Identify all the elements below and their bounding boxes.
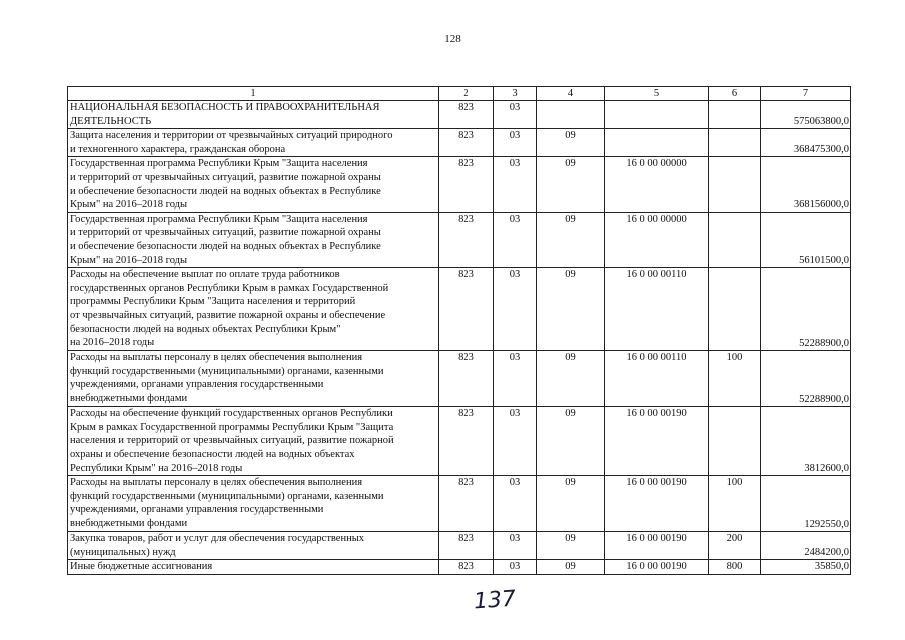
column-header-7: 7 (761, 87, 851, 101)
page-number: 128 (444, 33, 461, 45)
row-name: НАЦИОНАЛЬНАЯ БЕЗОПАСНОСТЬ И ПРАВООХРАНИТЕЛЬНАЯ ДЕЯТЕЛЬНОСТЬ (68, 101, 439, 129)
section-code: 03 (494, 157, 537, 212)
subsection-code: 09 (537, 268, 605, 351)
expense-type-code: 200 (709, 532, 761, 560)
ministry-code: 823 (439, 560, 494, 575)
column-header-1: 1 (68, 87, 439, 101)
column-header-4: 4 (537, 87, 605, 101)
amount: 2484200,0 (761, 532, 851, 560)
ministry-code: 823 (439, 157, 494, 212)
target-article-code: 16 0 00 00000 (605, 212, 709, 267)
subsection-code: 09 (537, 532, 605, 560)
table-row (68, 560, 851, 575)
ministry-code: 823 (439, 407, 494, 476)
amount: 52288900,0 (761, 268, 851, 351)
expense-type-code (709, 101, 761, 129)
table-row (68, 351, 851, 407)
subsection-code: 09 (537, 212, 605, 267)
column-header-5: 5 (605, 87, 709, 101)
target-article-code (605, 101, 709, 129)
target-article-code (605, 129, 709, 157)
ministry-code: 823 (439, 476, 494, 532)
table-row (68, 101, 851, 129)
target-article-code: 16 0 00 00110 (605, 268, 709, 351)
header-row (68, 87, 851, 101)
subsection-code: 09 (537, 351, 605, 407)
row-name: Защита населения и территории от чрезвычайных ситуаций природного и техногенного характера, гражданская оборона (68, 129, 439, 157)
column-header-3: 3 (494, 87, 537, 101)
ministry-code: 823 (439, 101, 494, 129)
table-row (68, 129, 851, 157)
expense-type-code: 800 (709, 560, 761, 575)
amount: 3812600,0 (761, 407, 851, 476)
amount: 56101500,0 (761, 212, 851, 267)
section-code: 03 (494, 268, 537, 351)
expense-type-code (709, 268, 761, 351)
section-code: 03 (494, 101, 537, 129)
row-name: Государственная программа Республики Крым "Защита населения и территорий от чрезвычайных ситуаций, развитие пожарной охраны и обеспечение безопасности людей на водных объектах в Республике Крым" на 2016–2018 годы (68, 212, 439, 267)
subsection-code: 09 (537, 560, 605, 575)
expense-type-code (709, 407, 761, 476)
row-name: Расходы на выплаты персоналу в целях обеспечения выполнения функций государственными (муниципальными) органами, казенными учреждениями, органами управления государственными внебюджетными фондами (68, 351, 439, 407)
target-article-code: 16 0 00 00190 (605, 532, 709, 560)
row-name: Расходы на обеспечение функций государственных органов Республики Крым в рамках Государственной программы Республики Крым "Защита населения и территорий от чрезвычайных ситуаций, развитие пожарной охраны и обеспечение безопасности людей на водных объектах Республики Крым" на 2016–2018 годы (68, 407, 439, 476)
table-row (68, 268, 851, 351)
target-article-code: 16 0 00 00190 (605, 560, 709, 575)
subsection-code: 09 (537, 476, 605, 532)
ministry-code: 823 (439, 212, 494, 267)
table-row (68, 212, 851, 267)
table-row (68, 476, 851, 532)
expense-type-code (709, 129, 761, 157)
row-name: Расходы на выплаты персоналу в целях обеспечения выполнения функций государственными (муниципальными) органами, казенными учреждениями, органами управления государственными внебюджетными фондами (68, 476, 439, 532)
amount: 35850,0 (761, 560, 851, 575)
section-code: 03 (494, 560, 537, 575)
target-article-code: 16 0 00 00110 (605, 351, 709, 407)
ministry-code: 823 (439, 351, 494, 407)
amount: 1292550,0 (761, 476, 851, 532)
section-code: 03 (494, 532, 537, 560)
amount: 575063800,0 (761, 101, 851, 129)
subsection-code: 09 (537, 129, 605, 157)
target-article-code: 16 0 00 00190 (605, 407, 709, 476)
subsection-code (537, 101, 605, 129)
budget-table (67, 86, 851, 575)
amount: 52288900,0 (761, 351, 851, 407)
row-name: Иные бюджетные ассигнования (68, 560, 439, 575)
ministry-code: 823 (439, 129, 494, 157)
section-code: 03 (494, 129, 537, 157)
expense-type-code (709, 157, 761, 212)
section-code: 03 (494, 407, 537, 476)
row-name: Закупка товаров, работ и услуг для обеспечения государственных (муниципальных) нужд (68, 532, 439, 560)
row-name: Расходы на обеспечение выплат по оплате труда работников государственных органов Республики Крым в рамках Государственной программы Республики Крым "Защита населения и территорий от чрезвычайных ситуаций, развитие пожарной охраны и обеспечение безопасности людей на водных объектах Республики Крым" на 2016–2018 годы (68, 268, 439, 351)
subsection-code: 09 (537, 157, 605, 212)
section-code: 03 (494, 212, 537, 267)
column-header-2: 2 (439, 87, 494, 101)
amount: 368475300,0 (761, 129, 851, 157)
table-row (68, 157, 851, 212)
ministry-code: 823 (439, 268, 494, 351)
ministry-code: 823 (439, 532, 494, 560)
column-header-6: 6 (709, 87, 761, 101)
target-article-code: 16 0 00 00190 (605, 476, 709, 532)
section-code: 03 (494, 476, 537, 532)
table-row (68, 407, 851, 476)
amount: 368156000,0 (761, 157, 851, 212)
target-article-code: 16 0 00 00000 (605, 157, 709, 212)
expense-type-code: 100 (709, 476, 761, 532)
table-row (68, 532, 851, 560)
section-code: 03 (494, 351, 537, 407)
row-name: Государственная программа Республики Крым "Защита населения и территорий от чрезвычайных ситуаций, развитие пожарной охраны и обеспечение безопасности людей на водных объектах в Республике Крым" на 2016–2018 годы (68, 157, 439, 212)
subsection-code: 09 (537, 407, 605, 476)
expense-type-code: 100 (709, 351, 761, 407)
handwritten-page-number: 137 (473, 586, 517, 615)
expense-type-code (709, 212, 761, 267)
